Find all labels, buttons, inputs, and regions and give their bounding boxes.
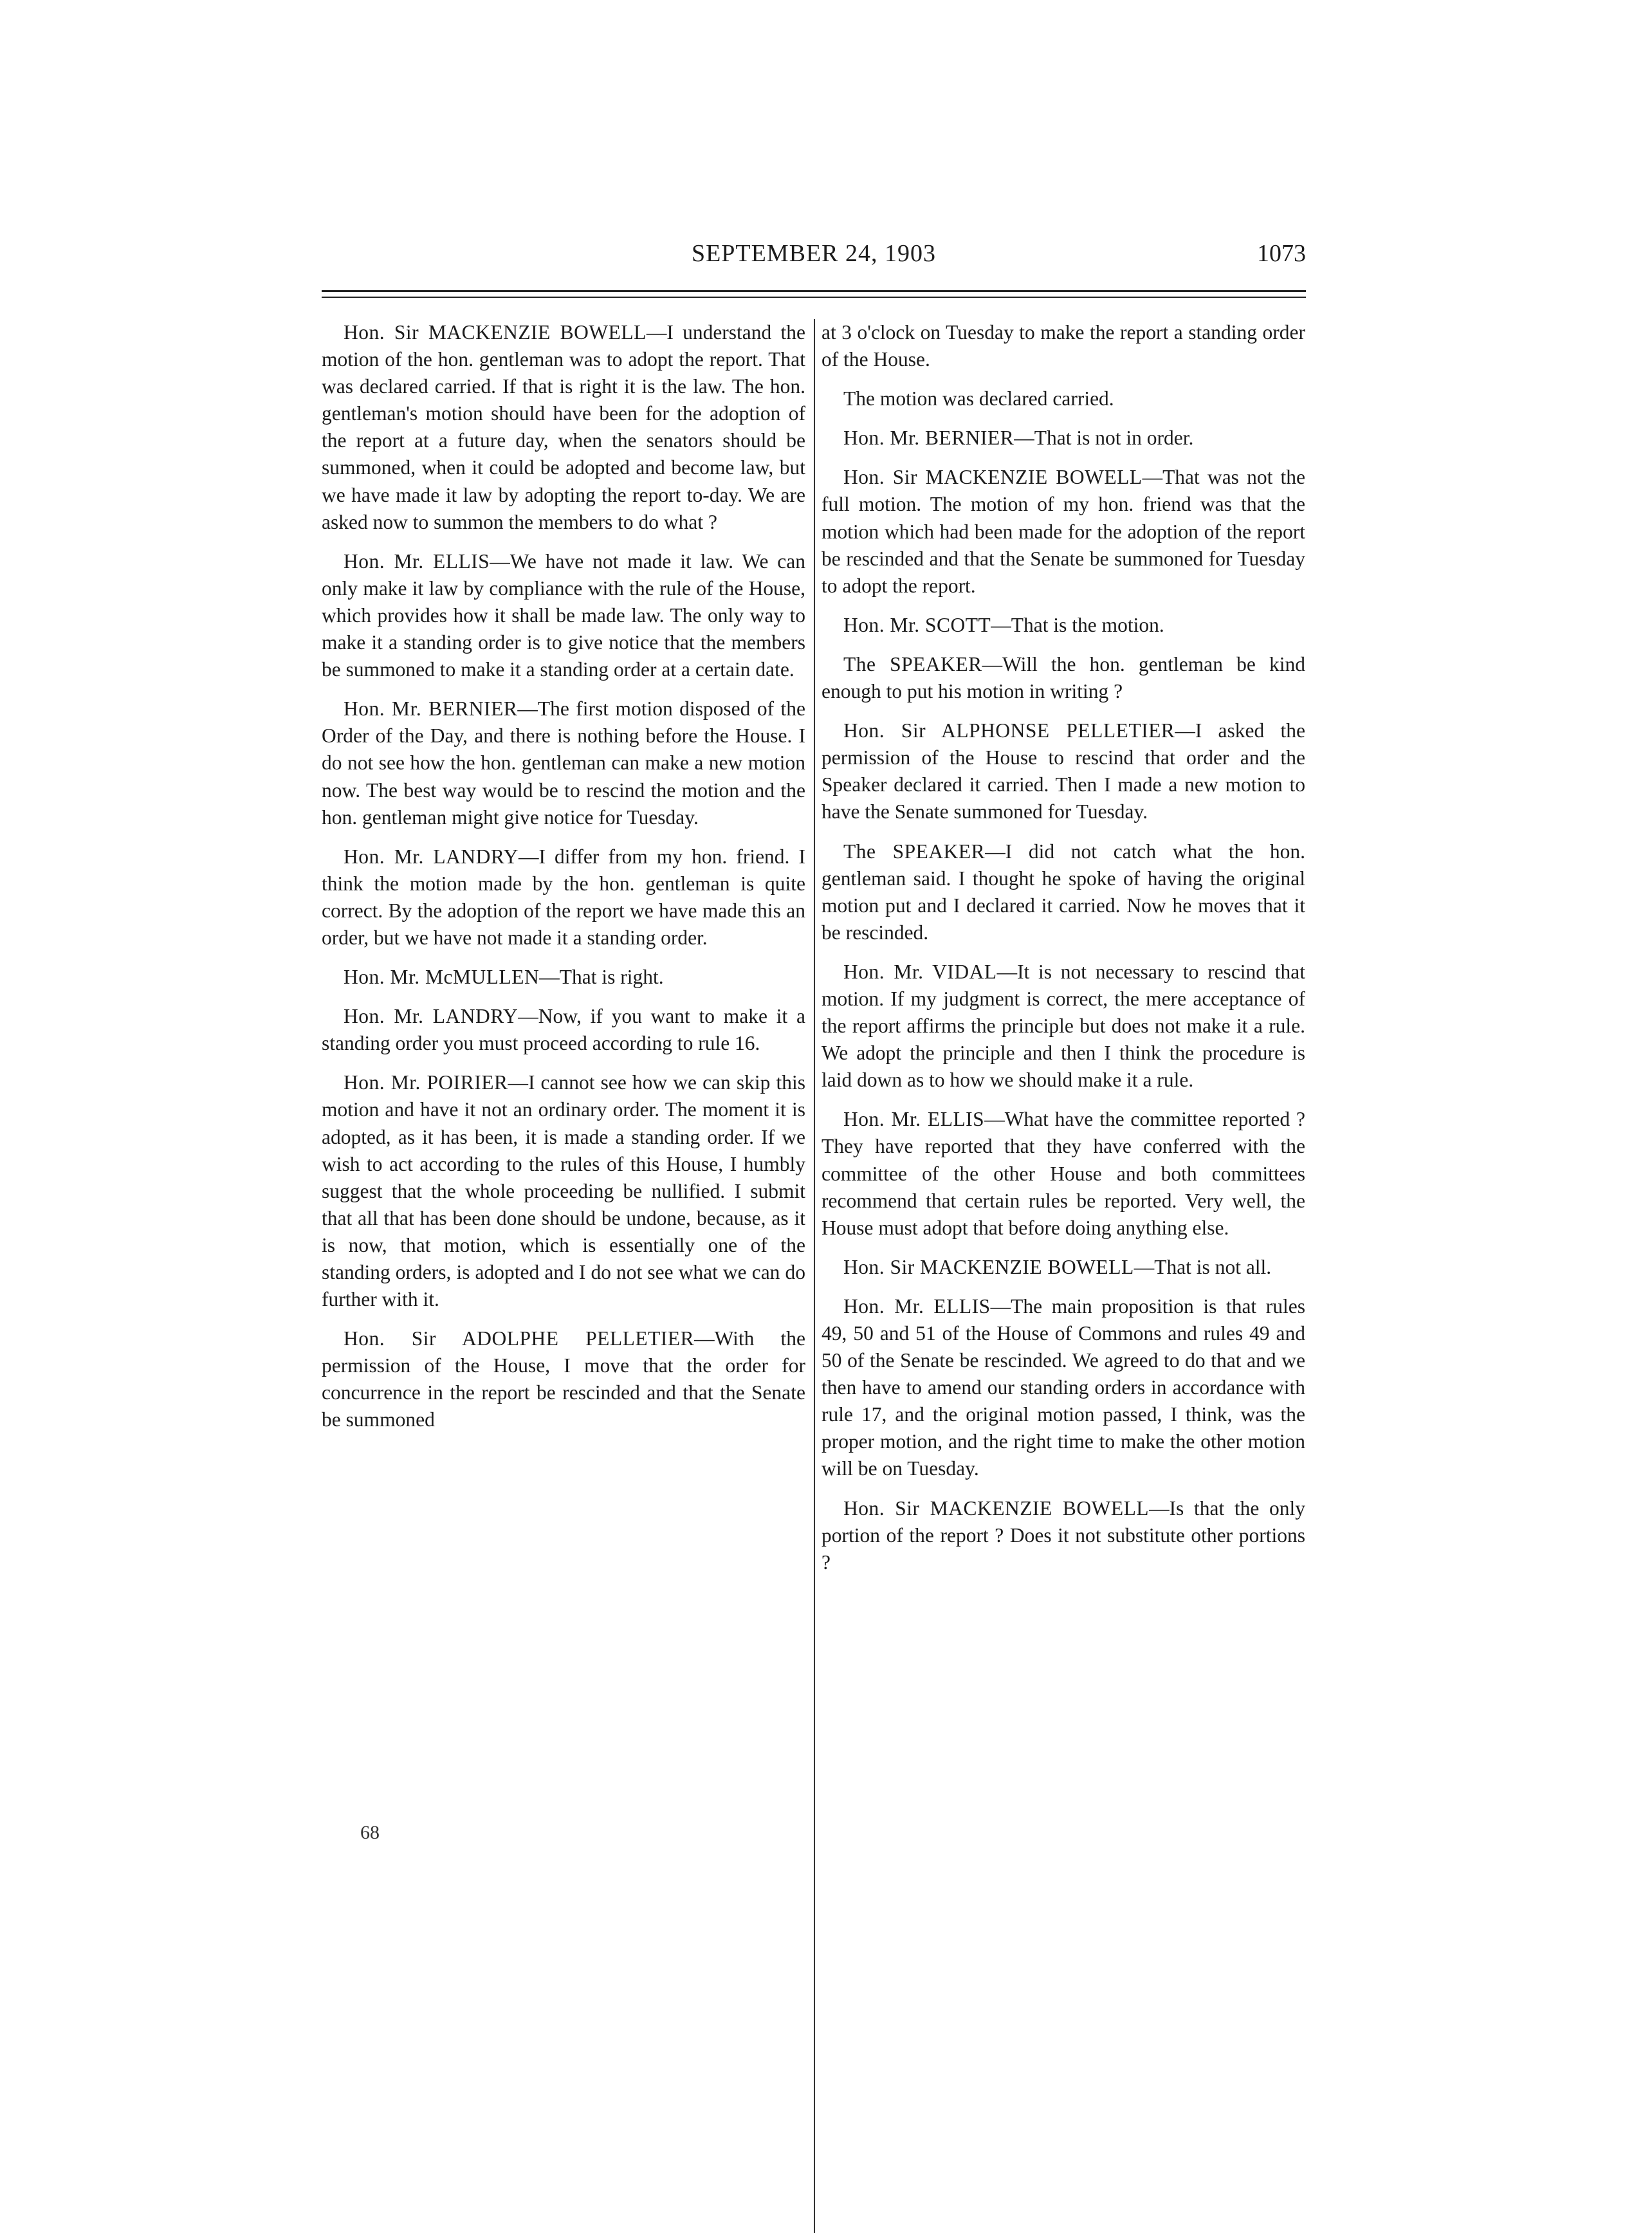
signature-mark: 68 bbox=[360, 1822, 380, 1843]
speech-paragraph bbox=[322, 1325, 805, 1433]
speech-paragraph bbox=[322, 548, 805, 683]
speech-paragraph bbox=[322, 319, 805, 536]
speech-paragraph bbox=[322, 695, 805, 831]
right-column bbox=[821, 319, 1305, 1588]
page-date: SEPTEMBER 24, 1903 bbox=[691, 240, 937, 267]
speaker-name: Hon. Sir MACKENZIE BOWELL bbox=[843, 466, 1143, 489]
speaker-name: Hon. Sir MACKENZIE BOWELL bbox=[344, 321, 647, 344]
column-divider bbox=[814, 319, 815, 2233]
speech-text: —I asked the permission of the House to rescind that order and the Speaker declared it carried. Then I made a new motion to have the Senate summoned for Tuesday. bbox=[821, 719, 1305, 823]
speaker-name: Hon. Mr. McMULLEN bbox=[344, 966, 540, 989]
speaker-name: Hon. Mr. VIDAL bbox=[843, 960, 997, 983]
speech-paragraph bbox=[821, 425, 1305, 452]
speech-text: —With the permission of the House, I move that the order for concurrence in the report be rescinded and that the Senate be summoned bbox=[322, 1327, 805, 1431]
speaker-name: Hon. Sir ADOLPHE PELLETIER bbox=[344, 1327, 695, 1350]
speech-paragraph bbox=[821, 612, 1305, 639]
speaker-name: Hon. Mr. BERNIER bbox=[843, 427, 1014, 450]
speech-text: —I cannot see how we can skip this motion and have it not an ordinary order. The moment it is adopted, as it has been, it is made a standing order. If we wish to act according to the rules of this House, I humbly suggest that the whole proceeding be nullified. I submit that all that has been done should be undone, because, as it is now, that motion, which is essentially one of the standing orders, is adopted and I do not see what we can do further with it. bbox=[322, 1071, 805, 1311]
speaker-name: The SPEAKER bbox=[843, 652, 982, 675]
speech-text: —We have not made it law. We can only make it law by compliance with the rule of the House, which provides how it shall be made law. The only way to make it a standing order is to give notice that the members be summoned to make it a standing order at a certain date. bbox=[322, 549, 805, 681]
speech-paragraph bbox=[821, 651, 1305, 705]
speech-paragraph bbox=[821, 717, 1305, 825]
speech-paragraph bbox=[821, 464, 1305, 599]
speaker-name: Hon. Mr. BERNIER bbox=[344, 697, 518, 721]
speaker-name: Hon. Mr. LANDRY bbox=[344, 1005, 519, 1028]
speech-text: —Will the hon. gentleman be kind enough to put his motion in writing ? bbox=[821, 652, 1306, 703]
speech-text: —That is right. bbox=[539, 966, 664, 989]
header-rule-thin bbox=[322, 297, 1306, 298]
speech-text: —It is not necessary to rescind that motion. If my judgment is correct, the mere acceptance of the report affirms the principle but does not make it a rule. We adopt the principle and then I think the procedure is laid down as to how we should make it a rule. bbox=[821, 960, 1305, 1092]
speech-text: —The main proposition is that rules 49, 50 and 51 of the House of Commons and rules 49 and 50 of the Senate be rescinded. We agreed to do that and we then have to amend our standing orders in accordance with rule 17, and the original motion passed, I think, was the proper motion, and the right time to make the other motion will be on Tuesday. bbox=[821, 1294, 1305, 1480]
speech-paragraph bbox=[821, 1495, 1305, 1576]
speech-paragraph bbox=[821, 319, 1305, 373]
speaker-name: Hon. Mr. ELLIS bbox=[344, 549, 490, 573]
page-header bbox=[322, 239, 1306, 278]
speech-paragraph bbox=[322, 843, 805, 951]
speech-paragraph bbox=[821, 838, 1305, 946]
speaker-name: Hon. Mr. POIRIER bbox=[344, 1071, 508, 1094]
speech-text: —The first motion disposed of the Order of the Day, and there is nothing before the House. I do not see how the hon. gentleman can make a new motion now. The best way would be to rescind the motion and the hon. gentleman might give notice for Tuesday. bbox=[322, 697, 805, 829]
left-column bbox=[322, 319, 805, 1446]
speech-text: —I did not catch what the hon. gentleman said. I thought he spoke of having the original motion put and I declared it carried. Now he moves that it be rescinded. bbox=[821, 840, 1306, 944]
speech-paragraph bbox=[821, 959, 1305, 1094]
speech-text: —Now, if you want to make it a standing order you must proceed according to rule 16. bbox=[322, 1005, 806, 1055]
speech-text: —What have the committee reported ? They have reported that they have conferred with the committee of the other House and both committees recommend that certain rules be reported. Very well, the House must adopt that before doing anything else. bbox=[821, 1108, 1305, 1239]
speech-text: The motion was declared carried. bbox=[843, 387, 1114, 410]
speech-text: —Is that the only portion of the report ? Does it not substitute other portions ? bbox=[821, 1496, 1306, 1574]
speech-paragraph bbox=[821, 1293, 1305, 1483]
speech-text: —That is the motion. bbox=[991, 613, 1164, 636]
page-number: 1073 bbox=[1257, 240, 1306, 267]
speaker-name: The SPEAKER bbox=[843, 840, 986, 863]
speaker-name: Hon. Sir MACKENZIE BOWELL bbox=[843, 1255, 1134, 1278]
speaker-name: Hon. Mr. ELLIS bbox=[843, 1294, 991, 1318]
speech-paragraph bbox=[821, 1106, 1305, 1241]
speaker-name: Hon. Mr. ELLIS bbox=[843, 1108, 985, 1131]
speech-paragraph bbox=[322, 964, 805, 991]
speaker-name: Hon. Sir ALPHONSE PELLETIER bbox=[843, 719, 1175, 742]
speech-text: —That is not all. bbox=[1133, 1255, 1272, 1278]
speech-paragraph bbox=[821, 385, 1305, 412]
speech-paragraph bbox=[322, 1069, 805, 1313]
speech-text: —That is not in order. bbox=[1014, 427, 1194, 450]
speech-text: at 3 o'clock on Tuesday to make the report a standing order of the House. bbox=[821, 321, 1305, 371]
speech-paragraph bbox=[322, 1003, 805, 1057]
header-rule-thick bbox=[322, 290, 1306, 292]
speech-text: —That was not the full motion. The motion of my hon. friend was that the motion which had been made for the adoption of the report be rescinded and that the Senate be summoned for Tuesday to adopt the report. bbox=[821, 466, 1305, 597]
speaker-name: Hon. Sir MACKENZIE BOWELL bbox=[843, 1496, 1150, 1520]
speaker-name: Hon. Mr. SCOTT bbox=[843, 613, 991, 636]
speaker-name: Hon. Mr. LANDRY bbox=[344, 845, 519, 868]
speech-text: —I differ from my hon. friend. I think the motion made by the hon. gentleman is quite correct. By the adoption of the report we have made this an order, but we have not made it a standing order. bbox=[322, 845, 805, 949]
speech-paragraph bbox=[821, 1254, 1305, 1281]
speech-text: —I understand the motion of the hon. gentleman was to adopt the report. That was declared carried. If that is right it is the law. The hon. gentleman's motion should have been for the adoption of the report at a future day, when the senators should be summoned, when it could be adopted and become law, but we have made it law by adopting the report to-day. We are asked now to summon the members to do what ? bbox=[322, 321, 806, 533]
